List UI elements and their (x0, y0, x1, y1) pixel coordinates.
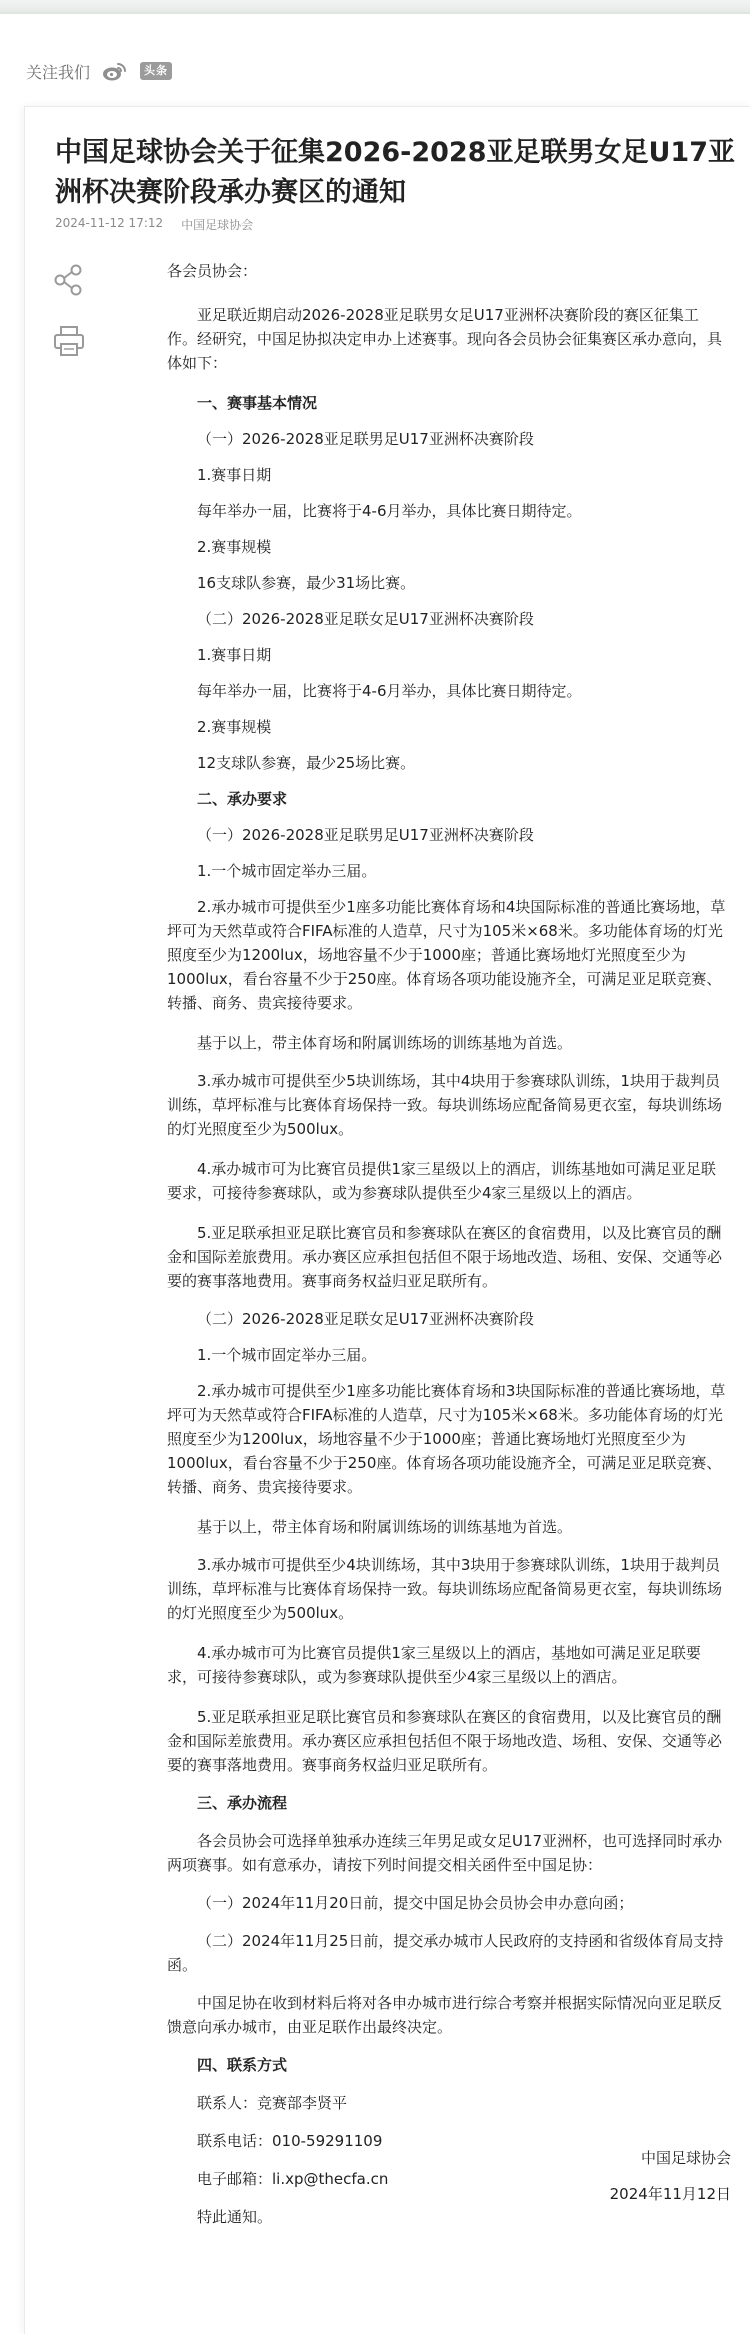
contact-email: 电子邮箱：li.xp@thecfa.cn (197, 2170, 389, 2188)
signature-org: 中国足球协会 (640, 2149, 731, 2167)
intro-paragraph: 亚足联近期启动2026-2028亚足联男女足U17亚洲杯决赛阶段的赛区征集工作。经研究，中国足协拟决定申办上述赛事。现向各会员协会征集赛区承办意向，具体如下： (167, 306, 723, 372)
section-heading: 四、联系方式 (197, 2056, 288, 2074)
article-meta (55, 216, 253, 233)
paragraph: 16支球队参赛，最少31场比赛。 (197, 574, 416, 592)
paragraph: 12支球队参赛，最少25场比赛。 (197, 754, 416, 772)
paragraph: 1.一个城市固定举办三届。 (197, 1346, 377, 1364)
subsection-heading: （一）2026-2028亚足联男足U17亚洲杯决赛阶段 (197, 826, 534, 844)
contact-person: 联系人：竞赛部李贤平 (197, 2094, 348, 2112)
follow-bar (26, 56, 172, 86)
closing-line: 特此通知。 (197, 2208, 273, 2226)
section-heading: 二、承办要求 (197, 790, 288, 808)
paragraph: 基于以上，带主体育场和附属训练场的训练基地为首选。 (197, 1518, 573, 1536)
paragraph: 2.赛事规模 (197, 538, 272, 556)
paragraph: 2.赛事规模 (197, 718, 272, 736)
salutation: 各会员协会： (167, 262, 258, 280)
article-title: 中国足球协会关于征集2026-2028亚足联男女足U17亚洲杯决赛阶段承办赛区的通知 (55, 137, 735, 208)
paragraph: 1.一个城市固定举办三届。 (197, 862, 377, 880)
paragraph: 基于以上，带主体育场和附属训练场的训练基地为首选。 (197, 1034, 573, 1052)
top-border (0, 0, 750, 14)
paragraph: 2.承办城市可提供至少1座多功能比赛体育场和4块国际标准的普通比赛场地，草坪可为天然草或符合FIFA标准的人造草，尺寸为105米×68米。多功能体育场的灯光照度至少为1200lux，场地容量不少于1000座；普通比赛场地灯光照度至少为1000lux，看台容量不少于250座。体育场各项功能设施齐全，可满足亚足联竞赛、转播、商务、贵宾接待要求。 (167, 898, 726, 1012)
signature-date: 2024年11月12日 (609, 2185, 731, 2203)
paragraph: 每年举办一届，比赛将于4-6月举办，具体比赛日期待定。 (197, 682, 582, 700)
contact-phone: 联系电话：010-59291109 (197, 2132, 383, 2150)
article-card (24, 106, 750, 2334)
paragraph: 4.承办城市可为比赛官员提供1家三星级以上的酒店，基地如可满足亚足联要求，可接待参赛球队，或为参赛球队提供至少4家三星级以上的酒店。 (167, 1644, 701, 1686)
paragraph: 1.赛事日期 (197, 646, 272, 664)
paragraph: 5.亚足联承担亚足联比赛官员和参赛球队在赛区的食宿费用，以及比赛官员的酬金和国际差旅费用。承办赛区应承担包括但不限于场地改造、场租、安保、交通等必要的赛事落地费用。赛事商务权益归亚足联所有。 (167, 1224, 723, 1290)
follow-label: 关注我们 (26, 62, 91, 82)
paragraph: （一）2024年11月20日前，提交中国足协会员协会申办意向函； (197, 1894, 634, 1912)
article-body (167, 259, 727, 2243)
paragraph: 中国足协在收到材料后将对各申办城市进行综合考察并根据实际情况向亚足联反馈意向承办城市，由亚足联作出最终决定。 (167, 1994, 723, 2036)
printer-icon[interactable] (52, 324, 86, 358)
subsection-heading: （二）2026-2028亚足联女足U17亚洲杯决赛阶段 (197, 1310, 534, 1328)
publish-date: 2024-11-12 17:12 (55, 216, 164, 230)
subsection-heading: （一）2026-2028亚足联男足U17亚洲杯决赛阶段 (197, 430, 534, 448)
section-heading: 一、赛事基本情况 (197, 394, 318, 412)
paragraph: 3.承办城市可提供至少4块训练场，其中3块用于参赛球队训练，1块用于裁判员训练，草坪标准与比赛体育场保持一致。每块训练场应配备简易更衣室，每块训练场的灯光照度至少为500lux。 (167, 1556, 723, 1622)
paragraph: 4.承办城市可为比赛官员提供1家三星级以上的酒店，训练基地如可满足亚足联要求，可接待参赛球队，或为参赛球队提供至少4家三星级以上的酒店。 (167, 1160, 716, 1202)
article-source: 中国足球协会 (181, 218, 254, 232)
paragraph: 2.承办城市可提供至少1座多功能比赛体育场和3块国际标准的普通比赛场地，草坪可为天然草或符合FIFA标准的人造草，尺寸为105米×68米。多功能体育场的灯光照度至少为1200lux，场地容量不少于1000座；普通比赛场地灯光照度至少为1000lux，看台容量不少于250座。体育场各项功能设施齐全，可满足亚足联竞赛、转播、商务、贵宾接待要求。 (167, 1382, 726, 1496)
paragraph: 3.承办城市可提供至少5块训练场，其中4块用于参赛球队训练，1块用于裁判员训练，草坪标准与比赛体育场保持一致。每块训练场应配备简易更衣室，每块训练场的灯光照度至少为500lux。 (167, 1072, 723, 1138)
section-heading: 三、承办流程 (197, 1794, 288, 1812)
paragraph: 5.亚足联承担亚足联比赛官员和参赛球队在赛区的食宿费用，以及比赛官员的酬金和国际差旅费用。承办赛区应承担包括但不限于场地改造、场租、安保、交通等必要的赛事落地费用。赛事商务权益归亚足联所有。 (167, 1708, 723, 1774)
weibo-icon[interactable] (102, 60, 128, 82)
share-icon[interactable] (52, 263, 86, 297)
subsection-heading: （二）2026-2028亚足联女足U17亚洲杯决赛阶段 (197, 610, 534, 628)
paragraph: 1.赛事日期 (197, 466, 272, 484)
toutiao-icon[interactable]: 头条 (140, 62, 172, 80)
paragraph: 各会员协会可选择单独承办连续三年男足或女足U17亚洲杯，也可选择同时承办两项赛事。如有意承办，请按下列时间提交相关函件至中国足协： (167, 1832, 723, 1874)
paragraph: 每年举办一届，比赛将于4-6月举办，具体比赛日期待定。 (197, 502, 582, 520)
paragraph: （二）2024年11月25日前，提交承办城市人民政府的支持函和省级体育局支持函。 (167, 1932, 724, 1974)
